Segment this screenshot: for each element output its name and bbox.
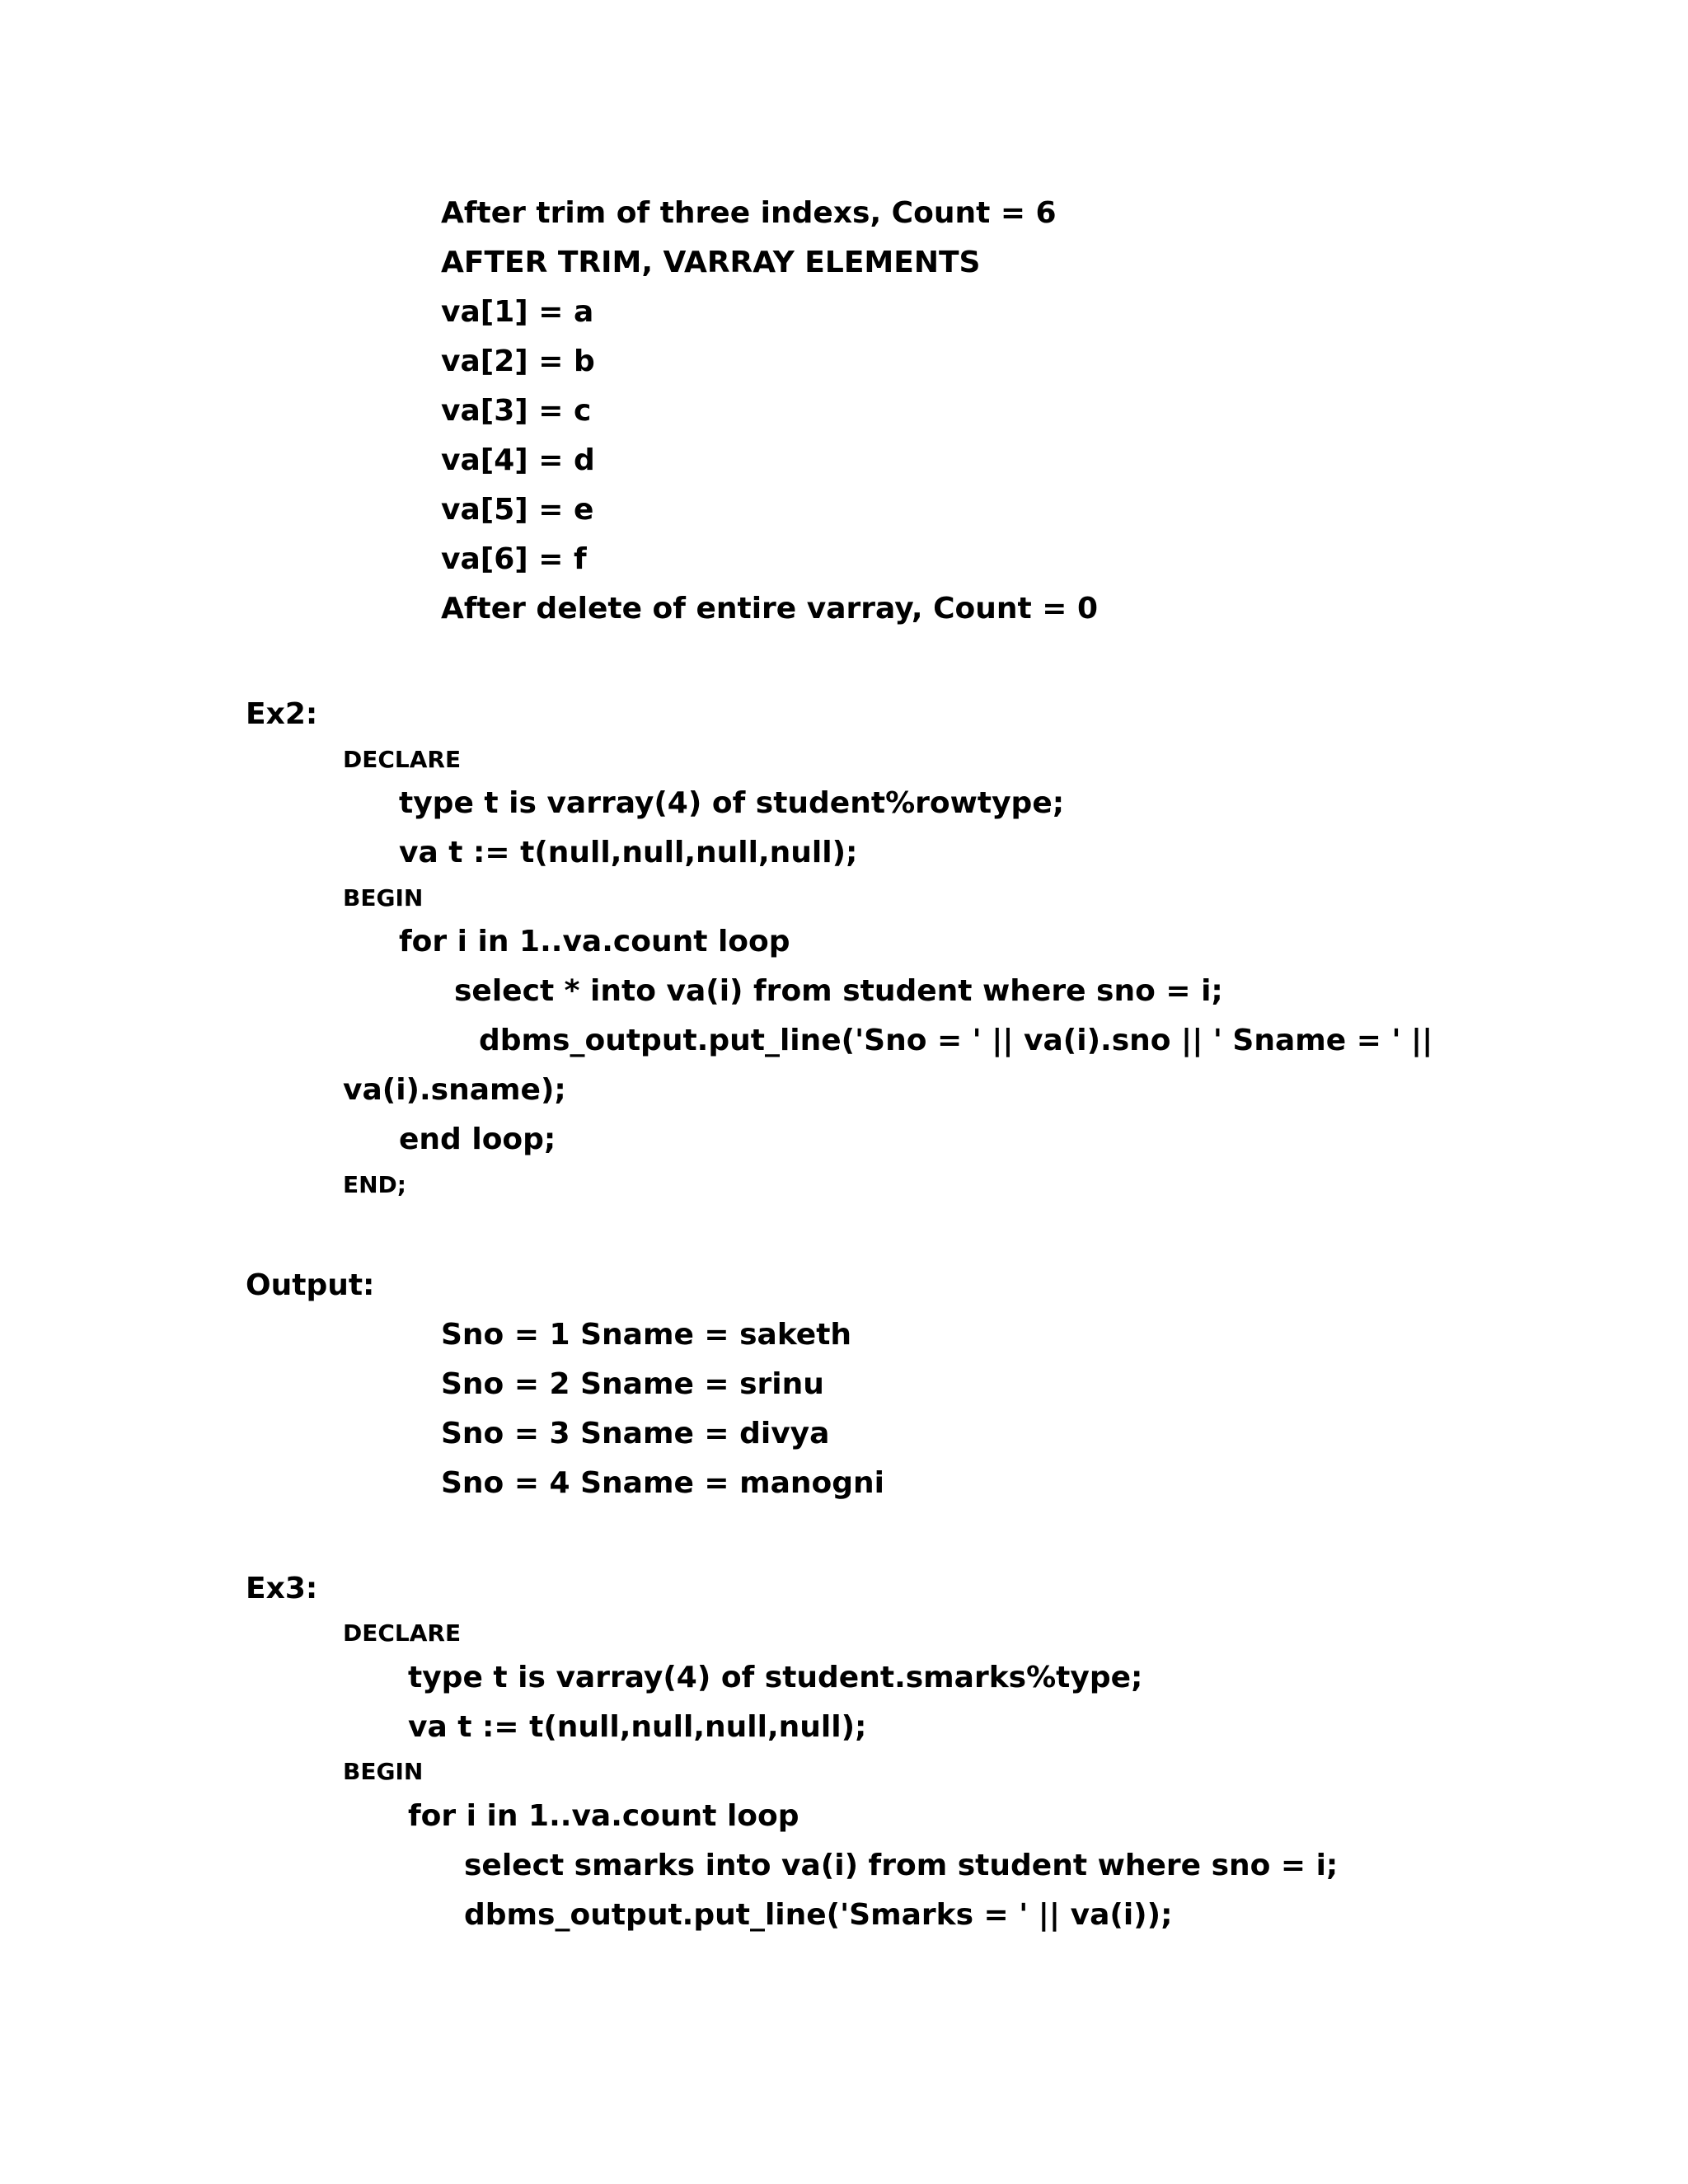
code-line: end loop; [399,1122,556,1156]
code-line: type t is varray(4) of student.smarks%type; [408,1661,1143,1694]
code-line: select smarks into va(i) from student where sno = i; [464,1849,1339,1882]
output-line: Sno = 4 Sname = manogni [441,1466,885,1500]
end-keyword: END; [343,1171,406,1198]
declare-keyword: DECLARE [343,1619,462,1647]
code-line: for i in 1..va.count loop [408,1799,799,1833]
code-line: select * into va(i) from student where sno = i; [454,974,1223,1008]
code-line: dbms_output.put_line('Smarks = ' || va(i)); [464,1898,1173,1932]
code-line: dbms_output.put_line('Sno = ' || va(i).sno || ' Sname = ' || [479,1024,1433,1057]
code-line: va t := t(null,null,null,null); [408,1710,867,1744]
example-label: Ex2: [246,697,318,731]
output-line: va[5] = e [441,493,594,527]
begin-keyword: BEGIN [343,1758,424,1785]
code-line: va(i).sname); [343,1073,566,1107]
output-line: AFTER TRIM, VARRAY ELEMENTS [441,246,981,279]
code-line: for i in 1..va.count loop [399,925,790,958]
declare-keyword: DECLARE [343,746,462,773]
output-line: va[4] = d [441,443,595,477]
output-line: After trim of three indexs, Count = 6 [441,196,1057,230]
code-line: type t is varray(4) of student%rowtype; [399,786,1065,820]
output-label: Output: [246,1268,375,1302]
output-line: Sno = 1 Sname = saketh [441,1318,852,1352]
output-line: Sno = 3 Sname = divya [441,1417,830,1451]
output-line: va[2] = b [441,344,595,378]
code-line: va t := t(null,null,null,null); [399,836,858,869]
output-line: va[3] = c [441,394,592,428]
output-line: va[1] = a [441,295,594,329]
output-line: Sno = 2 Sname = srinu [441,1367,824,1401]
output-line: After delete of entire varray, Count = 0 [441,592,1098,626]
example-label: Ex3: [246,1572,318,1605]
begin-keyword: BEGIN [343,884,424,912]
output-line: va[6] = f [441,542,587,576]
